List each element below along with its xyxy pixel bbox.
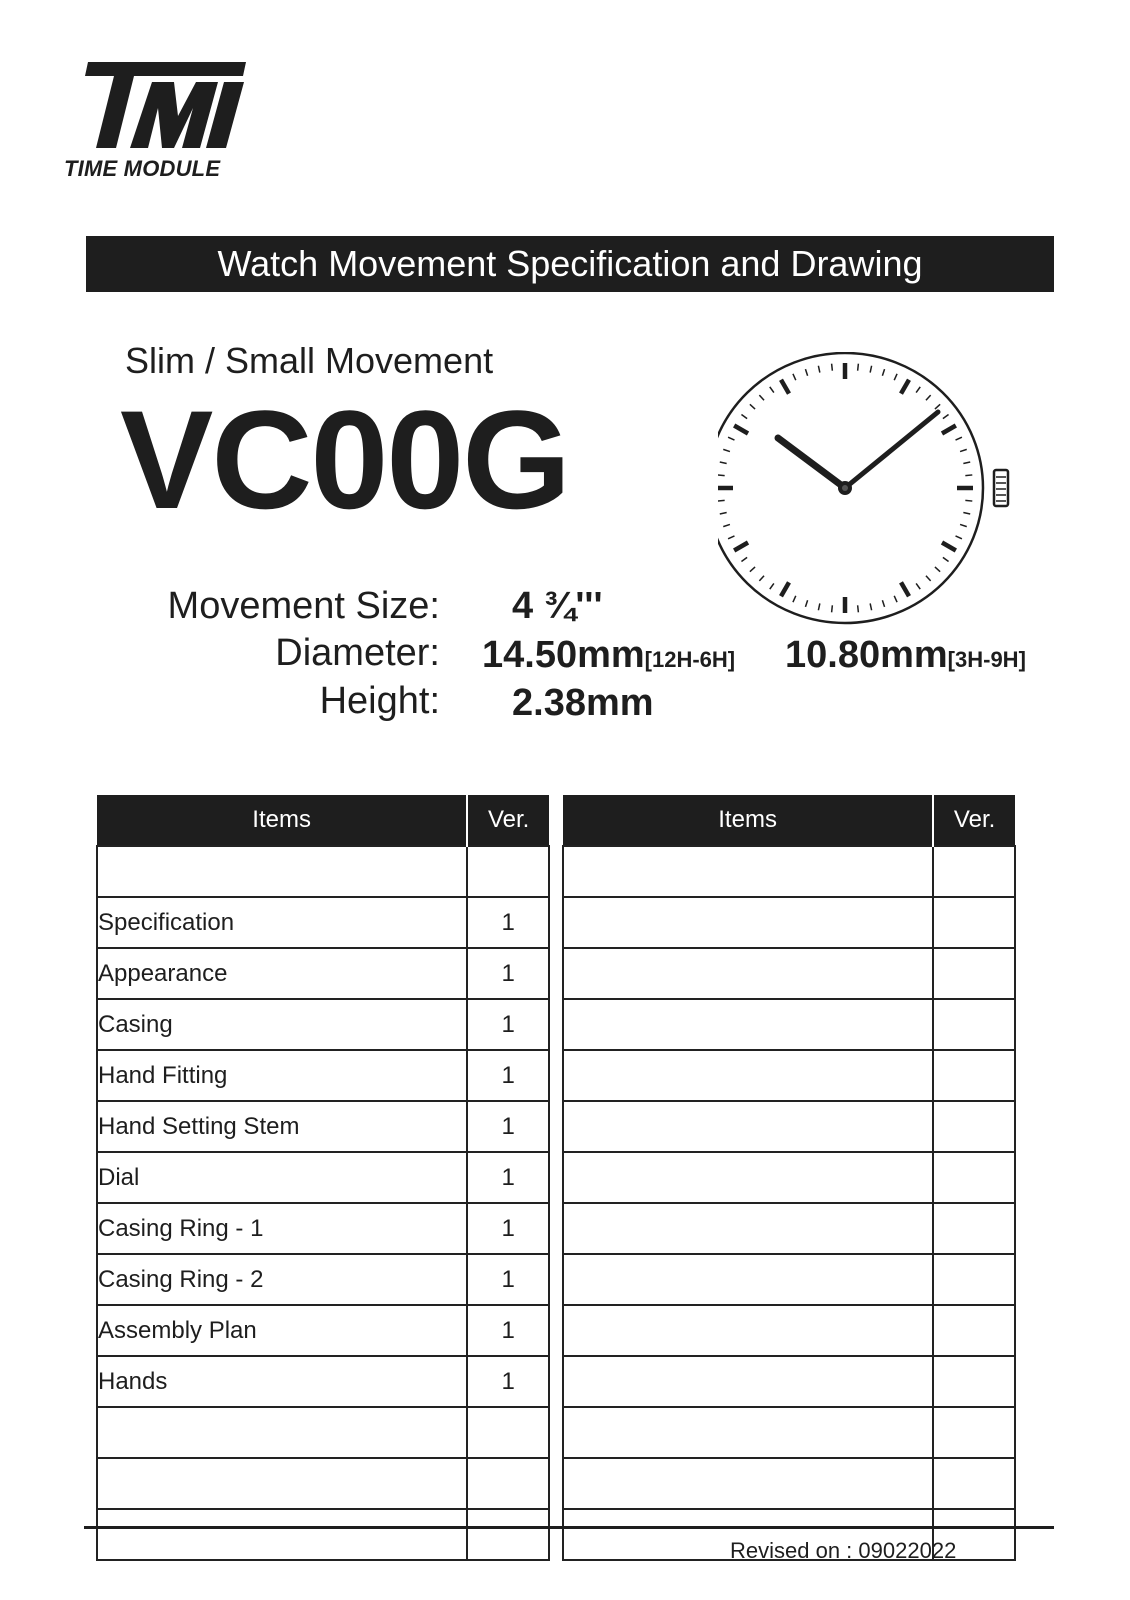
watch-dial-drawing xyxy=(718,352,1038,642)
item-version-cell xyxy=(933,1152,1015,1203)
item-name-cell: Appearance xyxy=(97,948,467,999)
item-version-cell: 1 xyxy=(467,1305,549,1356)
minute-marker xyxy=(858,605,859,612)
movement-category: Slim / Small Movement xyxy=(125,340,494,381)
movement-size-value: 4 ¾''' xyxy=(512,585,603,627)
table-row xyxy=(97,1101,549,1152)
item-name-cell xyxy=(563,897,933,948)
table-row xyxy=(97,1305,549,1356)
item-version-cell: 1 xyxy=(467,999,549,1050)
minute-marker xyxy=(965,500,972,501)
item-version-cell xyxy=(933,1356,1015,1407)
revised-on xyxy=(730,1538,956,1564)
table-row xyxy=(563,1203,1015,1254)
table-row xyxy=(563,1254,1015,1305)
item-name-cell: Hand Setting Stem xyxy=(97,1101,467,1152)
item-name-cell: Casing Ring - 2 xyxy=(97,1254,467,1305)
item-version-cell: 1 xyxy=(467,1254,549,1305)
diameter-label: Diameter: xyxy=(275,632,440,674)
table-row xyxy=(97,1509,549,1560)
revised-label: Revised on : xyxy=(730,1538,853,1563)
item-version-cell xyxy=(467,1407,549,1458)
item-version-cell xyxy=(933,1203,1015,1254)
table-row xyxy=(563,1407,1015,1458)
item-version-cell xyxy=(933,1254,1015,1305)
crown-icon xyxy=(994,470,1008,506)
item-name-cell xyxy=(563,1152,933,1203)
table-row xyxy=(563,1050,1015,1101)
diameter-value-12h-6h: 14.50mm xyxy=(482,634,645,676)
diameter-value-1 xyxy=(482,634,735,677)
item-version-cell xyxy=(933,999,1015,1050)
item-name-cell: Assembly Plan xyxy=(97,1305,467,1356)
table-row xyxy=(563,1356,1015,1407)
item-version-cell xyxy=(467,1509,549,1560)
item-name-cell: Casing Ring - 1 xyxy=(97,1203,467,1254)
page-title: Watch Movement Specification and Drawing xyxy=(86,236,1054,292)
item-version-cell xyxy=(933,1458,1015,1509)
height-value: 2.38mm xyxy=(512,682,654,724)
items-table-left xyxy=(96,795,550,1561)
table-row xyxy=(563,1458,1015,1509)
item-version-cell: 1 xyxy=(467,948,549,999)
item-version-cell xyxy=(933,1101,1015,1152)
model-number: VC00G xyxy=(120,381,570,538)
item-name-cell xyxy=(563,1254,933,1305)
item-name-cell: Hands xyxy=(97,1356,467,1407)
table-row xyxy=(563,948,1015,999)
table-row xyxy=(97,1458,549,1509)
minute-marker xyxy=(832,605,833,612)
item-name-cell: Dial xyxy=(97,1152,467,1203)
item-name-cell: Hand Fitting xyxy=(97,1050,467,1101)
item-name-cell xyxy=(97,1458,467,1509)
item-version-cell xyxy=(933,948,1015,999)
table-row xyxy=(97,948,549,999)
minute-marker xyxy=(718,475,725,476)
item-name-cell xyxy=(563,1356,933,1407)
item-name-cell xyxy=(563,999,933,1050)
footer-rule xyxy=(84,1526,1054,1529)
table-row xyxy=(97,1254,549,1305)
table-row xyxy=(97,1152,549,1203)
minute-marker xyxy=(858,364,859,371)
item-version-cell: 1 xyxy=(467,1101,549,1152)
item-name-cell xyxy=(563,1050,933,1101)
item-name-cell xyxy=(563,1101,933,1152)
item-version-cell xyxy=(933,1050,1015,1101)
table-row xyxy=(563,1101,1015,1152)
item-name-cell xyxy=(563,1203,933,1254)
item-name-cell xyxy=(97,1407,467,1458)
items-table-right xyxy=(562,795,1016,1561)
diameter-axis-12h-6h: [12H-6H] xyxy=(644,647,736,672)
table-row xyxy=(97,1356,549,1407)
item-name-cell: Specification xyxy=(97,897,467,948)
height-label: Height: xyxy=(319,680,440,722)
minute-marker xyxy=(718,500,725,501)
tmi-logo xyxy=(60,58,250,188)
item-name-cell xyxy=(97,1509,467,1560)
table-row xyxy=(97,1407,549,1458)
header-items: Items xyxy=(97,795,467,846)
item-name-cell xyxy=(563,948,933,999)
table-row xyxy=(563,897,1015,948)
table-row xyxy=(97,1050,549,1101)
item-version-cell xyxy=(467,1458,549,1509)
header-ver: Ver. xyxy=(933,795,1015,846)
logo-subtitle: TIME MODULE xyxy=(64,156,221,181)
minute-marker xyxy=(832,364,833,371)
movement-size-label: Movement Size: xyxy=(167,585,440,627)
table-row xyxy=(97,999,549,1050)
minute-marker xyxy=(965,475,972,476)
header-items: Items xyxy=(563,795,933,846)
table-row xyxy=(563,999,1015,1050)
item-version-cell xyxy=(933,1305,1015,1356)
table-row xyxy=(97,1203,549,1254)
header-ver: Ver. xyxy=(467,795,549,846)
diameter-axis-3h-9h: [3H-9H] xyxy=(947,647,1026,672)
item-version-cell: 1 xyxy=(467,1152,549,1203)
item-version-cell: 1 xyxy=(467,897,549,948)
item-version-cell: 1 xyxy=(467,1050,549,1101)
item-name-cell xyxy=(563,1458,933,1509)
item-name-cell xyxy=(563,1407,933,1458)
item-version-cell: 1 xyxy=(467,1356,549,1407)
revised-date: 09022022 xyxy=(858,1538,957,1563)
tmi-logo-mark xyxy=(70,58,250,154)
item-version-cell xyxy=(933,897,1015,948)
diameter-value-3h-9h: 10.80mm xyxy=(785,634,948,676)
item-version-cell: 1 xyxy=(467,1203,549,1254)
item-name-cell xyxy=(563,1305,933,1356)
table-row xyxy=(97,897,549,948)
table-row xyxy=(563,1305,1015,1356)
item-version-cell xyxy=(933,1407,1015,1458)
item-name-cell: Casing xyxy=(97,999,467,1050)
table-row xyxy=(563,1152,1015,1203)
